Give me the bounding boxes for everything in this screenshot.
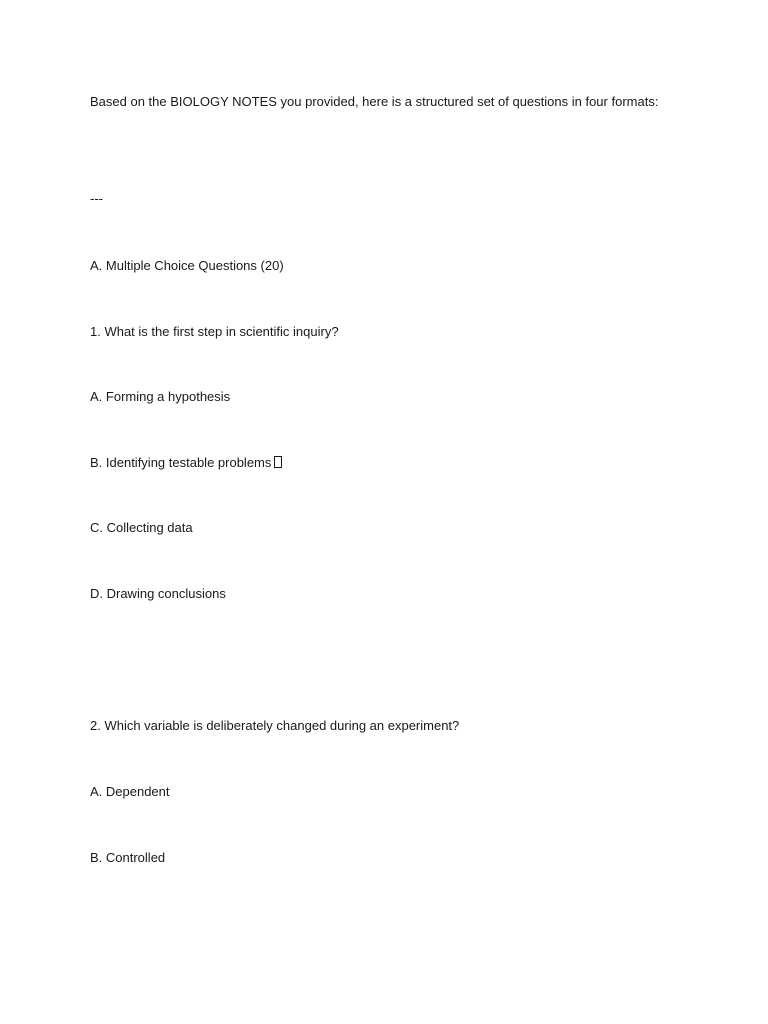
answer-option: D. Drawing conclusions: [90, 586, 226, 601]
question-text: 1. What is the first step in scientific inquiry?: [90, 324, 339, 339]
answer-option: A. Dependent: [90, 784, 170, 799]
answer-option: A. Forming a hypothesis: [90, 389, 231, 404]
section-title: A. Multiple Choice Questions (20): [90, 258, 284, 273]
separator: ---: [90, 191, 103, 206]
answer-option: B. Controlled: [90, 850, 166, 865]
question-text: 2. Which variable is deliberately changed during an experiment?: [90, 718, 460, 733]
answer-option: C. Collecting data: [90, 520, 193, 535]
answer-option-correct: [90, 455, 282, 471]
missing-glyph-icon: [274, 456, 282, 468]
intro-text: Based on the BIOLOGY NOTES you provided, here is a structured set of questions in four formats:: [90, 94, 659, 109]
answer-option-label: B. Identifying testable problems: [90, 455, 272, 470]
